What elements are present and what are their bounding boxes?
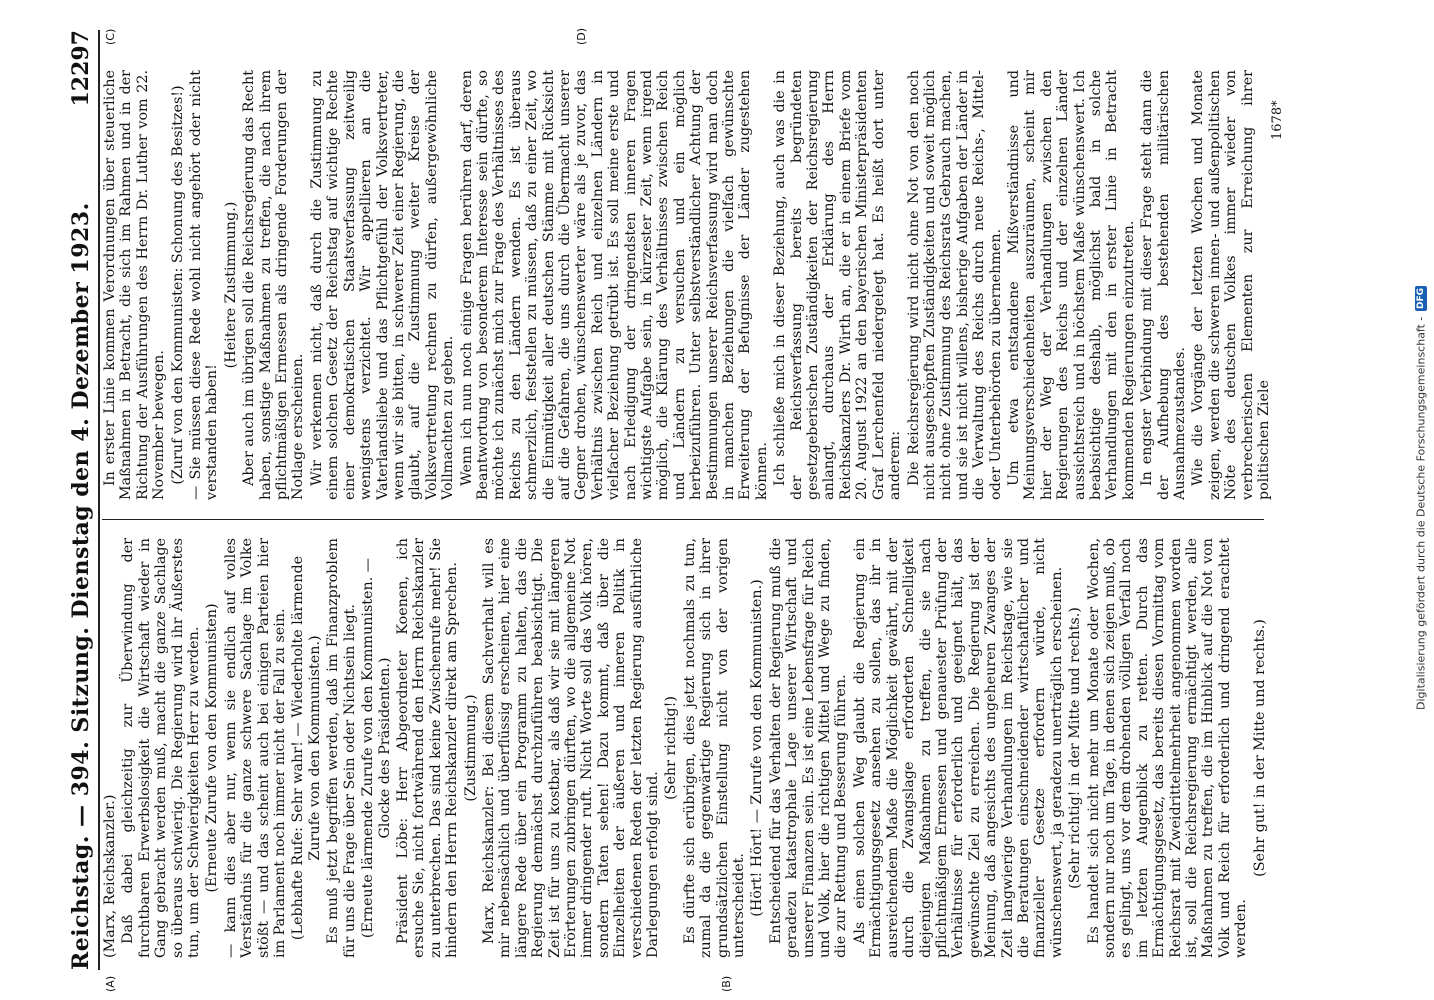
quoted-paragraph: Die Reichsregierung wird nicht ohne Not von den noch nicht ausgeschöpften Zuständigkeiten und soweit möglich nicht ohne Zustimmung des Reichsrats Gebrauch machen, und sie ist nicht willens, bisherige Aufgaben der Länder in die Verwaltung des Reichs durch neue Reichs-, Mittel- oder Unterbehörden zu übernehmen. [905, 70, 1004, 500]
digitization-credit [1412, 10, 1430, 710]
margin-marker-c: (C) [104, 28, 117, 45]
interjection: (Hört! Hört! — Zurufe von den Kommunisten.) [749, 579, 766, 917]
paragraph: — kann dies aber nur, wenn sie endlich auf volles Verständnis für die ganze schwere Sachlage im Volke stößt — und das scheint auch bei einigen Parteien hier im Parlament noch immer nicht der Fall zu sein. [222, 538, 289, 958]
interjection: (Zustimmung.) [462, 694, 479, 802]
dfg-logo[interactable]: DFG [1416, 287, 1426, 309]
paragraph: Ich schließe mich in dieser Beziehung, auch was die in der Reichsverfassung bereits begründeten gesetzgeberischen Zuständigkeiten der Reichsregierung anlangt, durchaus der Erklärung des Herrn Reichskanzlers Dr. Wirth an, die er in einem Briefe vom 20. August 1922 an den bayerischen Ministerpräsidenten Graf Lerchenfeld niedergelegt hat. Es heißt dort unter anderem: [772, 70, 904, 500]
speaker-heading: (Marx, Reichskanzler.) [102, 794, 118, 958]
interjection: (Sehr gut! in der Mitte und rechts.) [1251, 619, 1268, 877]
interjection: (Lebhafte Rufe: Sehr wahr! — Wiederholte lärmende Zurufe von den Kommunisten.) [290, 555, 323, 941]
page-header [60, 30, 100, 970]
interjection: (Erneute lärmende Zurufe von den Kommunisten. — Glocke des Präsidenten.) [360, 557, 393, 939]
interjection: (Erneute Zurufe von den Kommunisten) [204, 603, 221, 893]
paragraph: Aber auch im übrigen soll die Reichsregierung das Recht haben, sonstige Maßnahmen zu treffen, die nach ihrem pflichtmäßigen Ermessen als dringende Forderungen der Notlage erscheinen. [241, 70, 307, 500]
paragraph: Daß dabei gleichzeitig zur Überwindung der furchtbaren Erwerbslosigkeit die Wirtschaft wieder in Gang gebracht werden muß, macht die ganze Sachlage so überaus schwierig. Die Regierung wird ihr Äußerstes tun, um der Schwierigkeiten Herr zu werden. [120, 538, 203, 958]
column-divider [102, 519, 1264, 520]
paragraph: Es muß jetzt begriffen werden, daß im Finanzproblem für uns die Frage über Sein oder Nichtsein liegt. [325, 538, 358, 958]
margin-marker-a: (A) [104, 975, 117, 992]
paragraph: In erster Linie kommen Verordnungen über steuerliche Maßnahmen in Betracht, die sich im Rahmen und in der Richtung der Ausführungen des Herrn Dr. Luther vom 22. November bewegen. [102, 70, 168, 500]
interjection: (Sehr richtig!) [663, 696, 680, 800]
right-column [102, 70, 1272, 500]
paragraph: Um etwa entstandene Mißverständnisse und Meinungsverschiedenheiten auszuräumen, scheint mir hier der Weg der Verhandlungen zwischen den Regierungen des Reichs und der einzelnen Länder aussichtsreich und in höchstem Maße wünschenswert. Ich beabsichtige deshalb, möglichst bald in solche Verhandlungen mit den in erster Linie in Betracht kommenden Regierungen einzutreten. [1005, 70, 1137, 500]
paragraph: Wie die Vorgänge der letzten Wochen und Monate zeigen, werden die schweren innen- und außenpolitischen Nöte des deutschen Volkes immer wieder von verbrecherischen Elementen zur Erreichung ihrer politischen Ziele [1190, 70, 1272, 500]
paragraph: In engster Verbindung mit dieser Frage steht dann die der Aufhebung des bestehenden militärischen Ausnahmezustandes. [1139, 70, 1188, 500]
paragraph: Entscheidend für das Verhalten der Regierung muß die geradezu katastrophale Lage unserer Wirtschaft und unserer Finanzen sein. Es ist eine Lebensfrage für Reich und Volk, hier die richtigen Mittel und Wege zu finden, die zur Rettung und Besserung führen. [767, 538, 850, 958]
margin-marker-d: (D) [575, 27, 588, 45]
paragraph: Es dürfte sich erübrigen, dies jetzt nochmals zu tun, zumal da die gegenwärtige Regierung sich in ihrer grundsätzlichen Einstellung nicht von der vorigen unterscheidet. [681, 538, 748, 958]
margin-marker-b: (B) [720, 975, 733, 992]
interjection: (Heitere Zustimmung.) [222, 201, 239, 369]
paragraph: Präsident Löbe: Herr Abgeordneter Koenen, ich ersuche Sie, nicht fortwährend den Herrn Reichskanzler zu unterbrechen. Das sind keine Zwischenrufe mehr! Sie hindern den Herrn Reichskanzler direkt am Sprechen. [394, 538, 461, 958]
digitization-note: Digitalisierung gefördert durch die Deutsche Forschungsgemeinschaft - [1414, 316, 1428, 710]
interjection: (Sehr richtig! in der Mitte und rechts.) [1067, 607, 1084, 889]
paragraph: Als einen solchen Weg glaubt die Regierung ein Ermächtigungsgesetz ansehen zu sollen, das ihr in ausreichendem Maße die Möglichkeit gewährt, mit der durch die Zwangslage erforderten Schnelligkeit diejenigen Maßnahmen zu treffen, die sie nach pflichtmäßigem Ermessen und genauester Prüfung der Verhältnisse für erforderlich und geeignet hält, das gewünschte Ziel zu erreichen. Die Regierung ist der Meinung, daß angesichts des ungeheuren Zwanges der Zeit langwierige Verhandlungen im Reichstage, wie sie die Beratungen einschneidender wirtschaftlicher und finanzieller Gesetze erfordern würde, nicht wünschenswert, ja geradezu unerträglich erscheinen. [851, 538, 1065, 958]
page-number: 12297 [68, 30, 94, 107]
interjection: (Zuruf von den Kommunisten: Schonung des Besitzes!) [169, 85, 186, 485]
footer-code: 1678* [1270, 100, 1285, 140]
left-column [102, 538, 1272, 958]
paragraph: Es handelt sich nicht mehr um Monate oder Wochen, sondern nur noch um Tage, in denen sich zeigen muß, ob es gelingt, uns vor dem drohenden völligen Verfall noch im letzten Augenblick zu retten. Durch das Ermächtigungsgesetz, das bereits diesen Vormittag vom Reichsrat mit Zweidrittelmehrheit angenommen worden ist, soll die Reichsregierung ermächtigt werden, alle Maßnahmen zu treffen, die im Hinblick auf die Not von Volk und Reich für erforderlich und dringend erachtet werden. [1085, 538, 1250, 958]
paragraph: Wenn ich nun noch einige Fragen berühren darf, deren Beantwortung von besonderem Interesse sein dürfte, so möchte ich zunächst mich zur Frage des Verhältnisses des Reichs zu den Ländern wenden. Es ist überaus schmerzlich, feststellen zu müssen, daß zu einer Zeit, wo die Einmütigkeit aller deutschen Stämme mit Rücksicht auf die Gefahren, die uns durch die Übermacht unserer Gegner drohen, wünschenswerter wäre als je zuvor, das Verhältnis zwischen Reich und einzelnen Ländern in vielfacher Beziehung getrübt ist. Es soll meine erste und nach Erledigung der dringendsten inneren Fragen wichtigste Aufgabe sein, in kürzester Zeit, wenn irgend möglich, die Klärung des Verhältnisses zwischen Reich und Ländern zu versuchen und ein möglich herbeizuführen. Unter selbstverständlicher Achtung der Bestimmungen unserer Reichsverfassung wird man doch in manchen Beziehungen die vielfach gewünschte Erweiterung der Befugnisse der Länder zugestehen können. [458, 70, 770, 500]
paragraph: — Sie müssen diese Rede wohl nicht angehört oder nicht verstanden haben! [188, 70, 221, 500]
paragraph: Marx, Reichskanzler: Bei diesem Sachverhalt will es mir nebensächlich und überflüssig erscheinen, hier eine längere Rede über ein Programm zu halten, das die Regierung demnächst durchzuführen beabsichtigt. Die Zeit ist für uns zu kostbar, als daß wir sie mit längeren Erörterungen zubringen dürften, wo die allgemeine Not immer dringender ruft. Nicht Worte soll das Volk hören, sondern Taten sehen! Dazu kommt, daß über die Einzelheiten der äußeren und inneren Politik in verschiedenen Reden der letzten Regierung ausführliche Darlegungen erfolgt sind. [480, 538, 661, 958]
paragraph: Wir verkennen nicht, daß durch die Zustimmung zu einem solchen Gesetz der Reichstag auf wichtige Rechte einer demokratischen Staatsverfassung zeitweilig wenigstens verzichtet. Wir appellieren an die Vaterlandsliebe und das Pflichtgefühl der Volksvertreter, wenn wir sie bitten, in schwerer Zeit einer Regierung, die glaubt, auf die Zustimmung weiter Kreise der Volksvertretung rechnen zu dürfen, außergewöhnliche Vollmachten zu geben. [308, 70, 457, 500]
page-title: Reichstag. — 394. Sitzung. Dienstag den 4. Dezember 1923. [68, 202, 94, 970]
